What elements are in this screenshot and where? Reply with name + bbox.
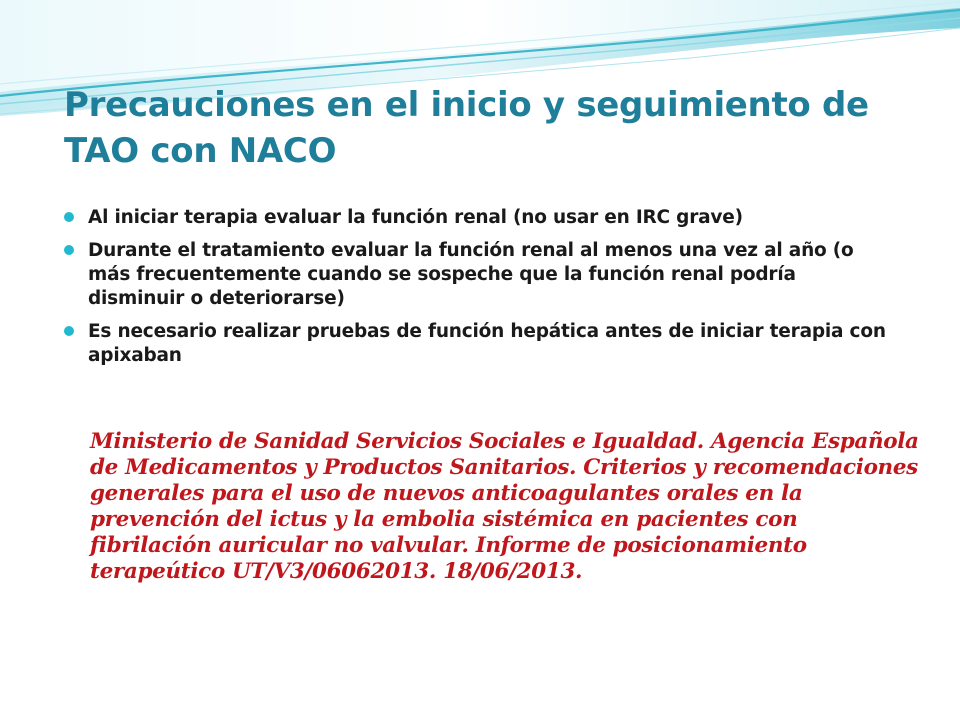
bullet-item-renal-start bbox=[64, 206, 894, 230]
bullet-text: Es necesario realizar pruebas de función hepática antes de iniciar terapia con apixaban bbox=[88, 321, 886, 366]
bullet-list bbox=[64, 206, 894, 377]
bullet-dot-icon bbox=[64, 245, 74, 255]
bullet-dot-icon bbox=[64, 326, 74, 336]
bullet-dot-icon bbox=[64, 212, 74, 222]
bullet-text: Al iniciar terapia evaluar la función renal (no usar en IRC grave) bbox=[88, 207, 743, 228]
slide-title: Precauciones en el inicio y seguimiento de TAO con NACO bbox=[64, 85, 869, 171]
bullet-item-renal-followup bbox=[64, 239, 894, 311]
bullet-item-hepatic-tests bbox=[64, 320, 894, 368]
bullet-text: Durante el tratamiento evaluar la función renal al menos una vez al año (o más frecuentemente cuando se sospeche que la función renal podría disminuir o deteriorarse) bbox=[88, 240, 854, 309]
reference-citation: Ministerio de Sanidad Servicios Sociales e Igualdad. Agencia Española de Medicamentos y Productos Sanitarios. Criterios y recomendaciones generales para el uso de nuevos anticoagulantes orales en la prevención del ictus y la embolia sistémica en pacientes con fibrilación auricular no valvular. Informe de posicionamiento terapeútico UT/V3/06062013. 18/06/2013. bbox=[90, 429, 919, 584]
